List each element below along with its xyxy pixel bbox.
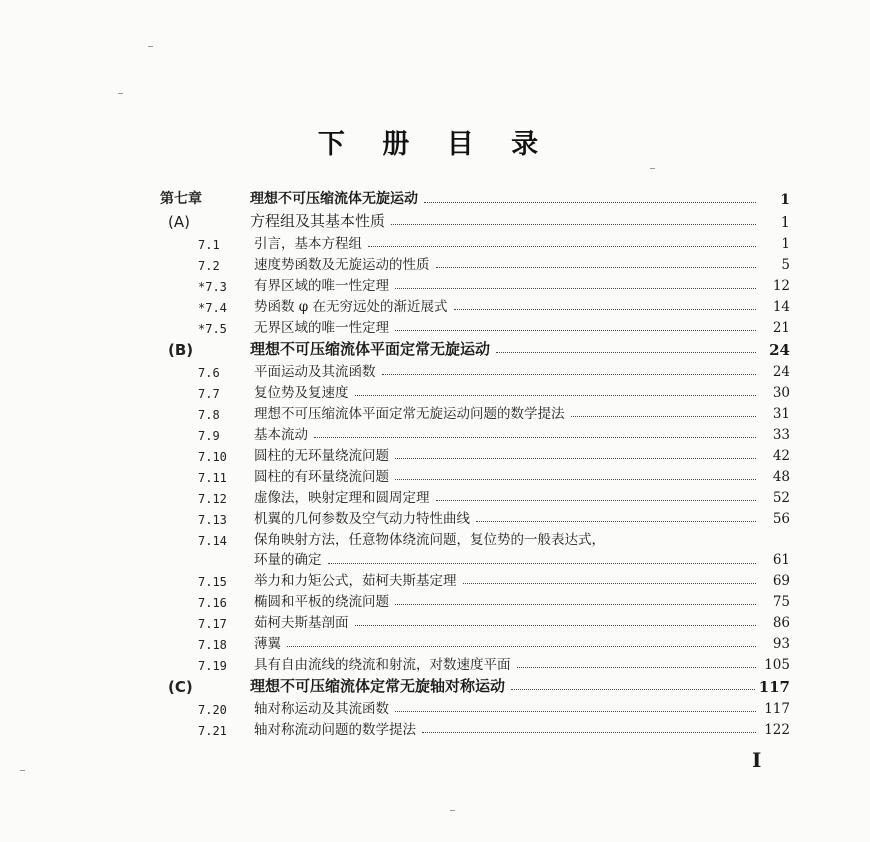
toc-entry bbox=[160, 186, 790, 208]
dot-leader bbox=[424, 188, 756, 203]
dot-leader bbox=[395, 274, 756, 289]
toc-entry-number: 7.8 bbox=[198, 408, 220, 422]
toc-entry-number: *7.4 bbox=[198, 301, 227, 315]
dot-leader bbox=[454, 295, 756, 310]
dot-leader bbox=[436, 253, 757, 268]
dot-leader bbox=[287, 632, 756, 647]
toc-entry-number: 7.21 bbox=[198, 724, 227, 738]
toc-entry-title: 方程组及其基本性质 bbox=[250, 212, 386, 230]
toc-entry-number: 7.12 bbox=[198, 492, 227, 506]
toc-entry-page: 5 bbox=[781, 257, 790, 273]
toc-entry-number: 7.13 bbox=[198, 513, 227, 527]
toc-entry-title: 有界区域的唯一性定理 bbox=[254, 278, 389, 294]
toc-entry-page: 42 bbox=[772, 448, 790, 464]
toc-entry-title: 环量的确定 bbox=[254, 552, 322, 568]
toc-entry-number: 7.9 bbox=[198, 429, 220, 443]
scan-speck bbox=[450, 810, 455, 811]
toc-entry bbox=[160, 294, 790, 315]
toc-entry-page: 48 bbox=[772, 469, 790, 485]
toc-entry bbox=[160, 422, 790, 443]
dot-leader bbox=[391, 210, 756, 225]
dot-leader bbox=[382, 360, 757, 375]
toc-entry-title: 引言，基本方程组 bbox=[254, 236, 362, 252]
toc-entry bbox=[160, 273, 790, 294]
toc-entry bbox=[160, 527, 790, 548]
toc-entry-page: 24 bbox=[769, 341, 790, 359]
toc-entry-title: 轴对称流动问题的数学提法 bbox=[254, 722, 416, 738]
toc-entry-number: 7.10 bbox=[198, 450, 227, 464]
toc-entry bbox=[160, 464, 790, 485]
toc-entry-title: 圆柱的有环量绕流问题 bbox=[254, 469, 389, 485]
toc-entry-page: 56 bbox=[772, 511, 790, 527]
dot-leader bbox=[368, 232, 756, 247]
toc-entry bbox=[160, 652, 790, 673]
dot-leader bbox=[395, 697, 756, 712]
toc-entry-number: 7.17 bbox=[198, 617, 227, 631]
toc-entry-title: 势函数 φ 在无穷远处的渐近展式 bbox=[254, 299, 448, 315]
toc-entry-number: 第七章 bbox=[160, 191, 202, 207]
toc-entry-number: 7.20 bbox=[198, 703, 227, 717]
page-title: 下 册 目 录 bbox=[317, 129, 553, 160]
dot-leader bbox=[395, 465, 756, 480]
dot-leader bbox=[355, 381, 757, 396]
toc-entry-number: (C) bbox=[168, 678, 193, 696]
toc-entry bbox=[160, 568, 790, 589]
toc-entry-number: 7.14 bbox=[198, 534, 227, 548]
toc-entry-title: 具有自由流线的绕流和射流，对数速度平面 bbox=[254, 657, 511, 673]
toc-entry-number: 7.18 bbox=[198, 638, 227, 652]
scan-speck bbox=[650, 168, 655, 169]
dot-leader bbox=[395, 444, 756, 459]
toc-entry-title: 平面运动及其流函数 bbox=[254, 364, 376, 380]
dot-leader bbox=[395, 590, 756, 605]
toc-entry-title: 椭圆和平板的绕流问题 bbox=[254, 594, 389, 610]
dot-leader bbox=[496, 338, 756, 353]
toc-entry bbox=[160, 315, 790, 336]
dot-leader bbox=[436, 486, 757, 501]
toc-entry bbox=[160, 336, 790, 359]
toc-entry-page: 117 bbox=[764, 701, 790, 717]
toc-entry-title: 保角映射方法，任意物体绕流问题，复位势的一般表达式， bbox=[254, 532, 605, 548]
toc-entry-page: 69 bbox=[772, 573, 790, 589]
toc-entry-title: 举力和力矩公式，茹柯夫斯基定理 bbox=[254, 573, 457, 589]
toc-entry bbox=[160, 589, 790, 610]
toc-entry bbox=[160, 359, 790, 380]
toc-entry-number: (B) bbox=[168, 341, 194, 359]
toc-entry-page: 61 bbox=[772, 552, 790, 568]
toc-entry-page: 75 bbox=[772, 594, 790, 610]
scan-speck bbox=[148, 46, 153, 47]
toc-entry-title: 圆柱的无环量绕流问题 bbox=[254, 448, 389, 464]
toc-entry-number: *7.5 bbox=[198, 322, 227, 336]
toc-entry bbox=[160, 380, 790, 401]
toc-entry bbox=[160, 631, 790, 652]
toc-entry-title: 理想不可压缩流体平面定常无旋运动问题的数学提法 bbox=[254, 406, 565, 422]
toc-entry-number: 7.16 bbox=[198, 596, 227, 610]
toc-entry-page: 105 bbox=[764, 657, 790, 673]
toc-entry-page: 1 bbox=[780, 192, 790, 208]
toc-entry-page: 33 bbox=[772, 427, 790, 443]
toc-entry-number: 7.6 bbox=[198, 366, 220, 380]
dot-leader bbox=[571, 402, 757, 417]
toc-entry-title: 速度势函数及无旋运动的性质 bbox=[254, 257, 430, 273]
toc-entry-title: 茹柯夫斯基剖面 bbox=[254, 615, 349, 631]
toc-entry-page: 12 bbox=[772, 278, 790, 294]
toc-entry-page: 86 bbox=[772, 615, 790, 631]
toc-entry-page: 24 bbox=[772, 364, 790, 380]
toc-entry-page: 30 bbox=[772, 385, 790, 401]
toc-entry-title: 复位势及复速度 bbox=[254, 385, 349, 401]
toc-entry-number: (A) bbox=[168, 213, 190, 231]
toc-entry bbox=[160, 673, 790, 696]
toc-entry-title: 轴对称运动及其流函数 bbox=[254, 701, 389, 717]
toc-entry-page: 122 bbox=[764, 722, 790, 738]
toc-entry bbox=[160, 231, 790, 252]
dot-leader bbox=[355, 611, 757, 626]
toc-entry-page: 52 bbox=[772, 490, 790, 506]
toc-entry bbox=[160, 548, 790, 568]
dot-leader bbox=[476, 507, 756, 522]
toc-entry-number: 7.7 bbox=[198, 387, 220, 401]
toc-entry bbox=[160, 717, 790, 738]
toc-entry-number: *7.3 bbox=[198, 280, 227, 294]
page-number: I bbox=[752, 748, 762, 772]
toc-entry-page: 1 bbox=[781, 236, 790, 252]
scan-speck bbox=[118, 93, 123, 94]
toc-entry-page: 31 bbox=[772, 406, 790, 422]
toc-entry-title: 虚像法，映射定理和圆周定理 bbox=[254, 490, 430, 506]
toc-entry-title: 理想不可压缩流体平面定常无旋运动 bbox=[250, 340, 491, 358]
dot-leader bbox=[395, 316, 756, 331]
toc-entry bbox=[160, 485, 790, 506]
dot-leader bbox=[422, 718, 756, 733]
toc-entry bbox=[160, 506, 790, 527]
toc-entry-title: 理想不可压缩流体定常无旋轴对称运动 bbox=[250, 677, 506, 695]
dot-leader bbox=[314, 423, 756, 438]
toc-entry bbox=[160, 610, 790, 631]
toc-entry bbox=[160, 696, 790, 717]
toc-entry-page: 1 bbox=[780, 213, 790, 231]
toc-entry-title: 基本流动 bbox=[254, 427, 308, 443]
toc-entry-page: 21 bbox=[772, 320, 790, 336]
toc-entry-number: 7.2 bbox=[198, 259, 220, 273]
toc-entry-page: 117 bbox=[758, 678, 790, 696]
table-of-contents bbox=[160, 186, 790, 738]
toc-entry-number: 7.11 bbox=[198, 471, 227, 485]
dot-leader bbox=[328, 549, 757, 564]
toc-entry-number: 7.15 bbox=[198, 575, 227, 589]
toc-entry-title: 理想不可压缩流体无旋运动 bbox=[250, 191, 418, 207]
toc-entry-title: 机翼的几何参数及空气动力特性曲线 bbox=[254, 511, 470, 527]
toc-entry bbox=[160, 208, 790, 231]
toc-entry-number: 7.19 bbox=[198, 659, 227, 673]
toc-entry-number: 7.1 bbox=[198, 238, 220, 252]
toc-entry bbox=[160, 252, 790, 273]
toc-entry bbox=[160, 443, 790, 464]
scan-speck bbox=[20, 770, 25, 771]
dot-leader bbox=[511, 675, 755, 690]
toc-entry bbox=[160, 401, 790, 422]
dot-leader bbox=[463, 569, 757, 584]
toc-entry-title: 无界区域的唯一性定理 bbox=[254, 320, 389, 336]
toc-entry-page: 14 bbox=[772, 299, 790, 315]
toc-entry-page: 93 bbox=[772, 636, 790, 652]
toc-entry-title: 薄翼 bbox=[254, 636, 281, 652]
dot-leader bbox=[517, 653, 757, 668]
